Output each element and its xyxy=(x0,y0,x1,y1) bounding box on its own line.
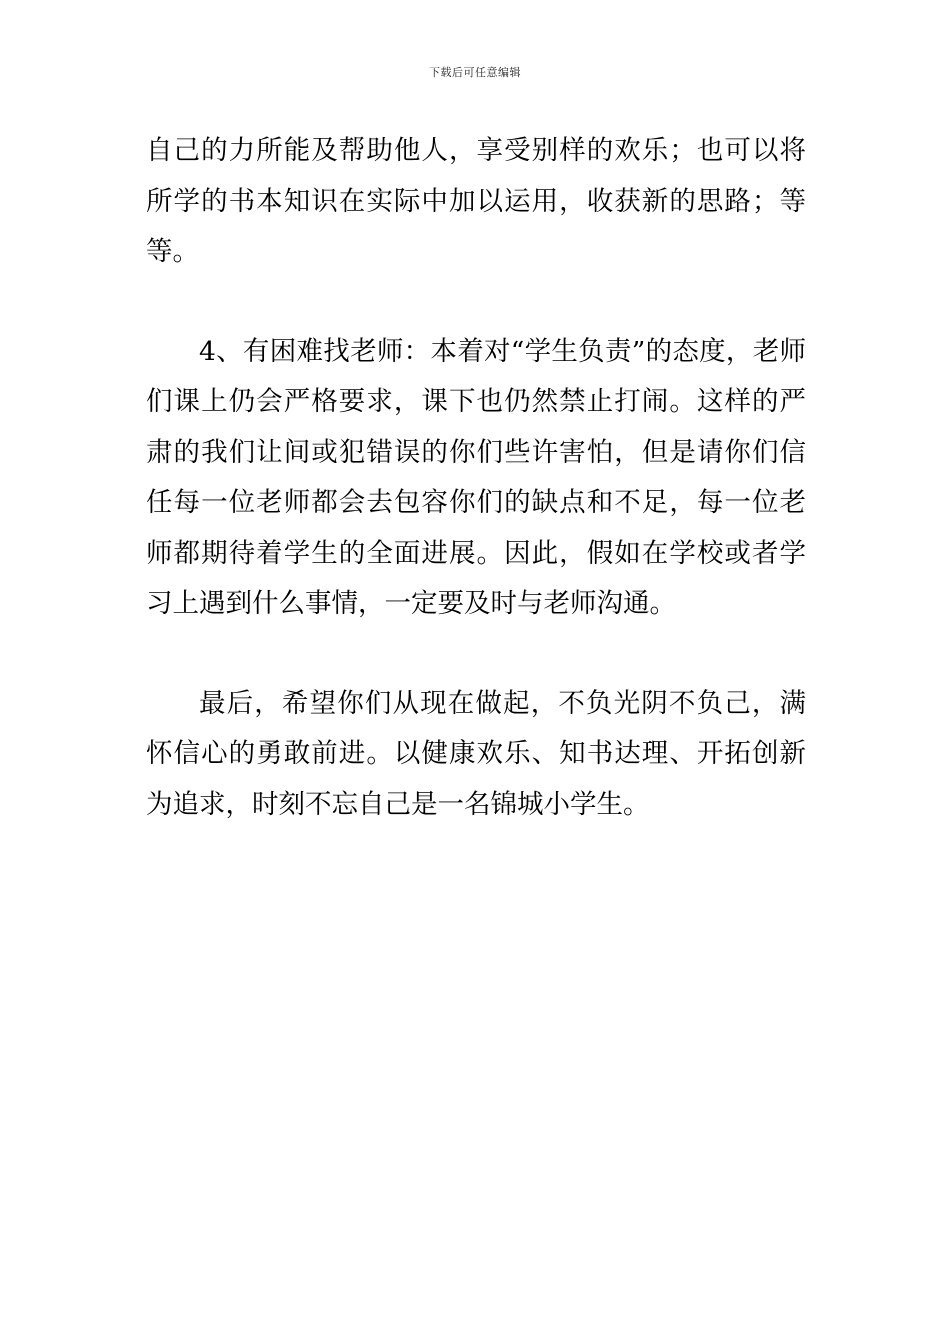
paragraph-spacer xyxy=(146,630,806,679)
paragraph-closing: 最后，希望你们从现在做起，不负光阴不负己，满怀信心的勇敢前进。以健康欢乐、知书达理、开拓创新为追求，时刻不忘自己是一名锦城小学生。 xyxy=(146,687,806,820)
document-body xyxy=(146,126,806,830)
paragraph-continuation: 自己的力所能及帮助他人，享受别样的欢乐；也可以将所学的书本知识在实际中加以运用，收获新的思路；等等。 xyxy=(146,135,806,267)
paragraph-teacher-help: 4、有困难找老师：本着对“学生负责”的态度，老师们课上仍会严格要求，课下也仍然禁止打闹。这样的严肃的我们让间或犯错误的你们些许害怕，但是请你们信任每一位老师都会去包容你们的缺点和不足，每一位老师都期待着学生的全面进展。因此，假如在学校或者学习上遇到什么事情，一定要及时与老师沟通。 xyxy=(146,335,806,619)
page-header: 下载后可任意编辑 xyxy=(429,66,521,79)
paragraph-spacer xyxy=(146,278,806,327)
